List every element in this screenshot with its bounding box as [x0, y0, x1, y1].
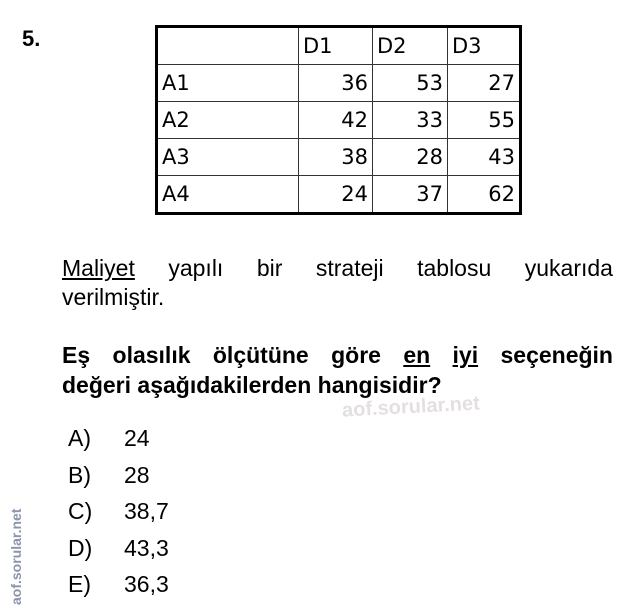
option-d[interactable]	[68, 530, 169, 567]
option-value: 36,3	[124, 571, 169, 597]
answer-options	[68, 420, 169, 603]
table-row	[157, 176, 521, 214]
table-cell: 43	[448, 139, 521, 176]
option-e[interactable]	[68, 566, 169, 603]
table-cell: 33	[373, 102, 448, 139]
question-stem	[62, 254, 613, 312]
option-letter: E)	[68, 571, 91, 597]
underlined-word-en: en	[403, 342, 431, 368]
watermark-center: aof.sorular.net	[341, 392, 481, 422]
prompt-word: seçeneğin	[500, 342, 613, 368]
prompt-word: göre	[331, 342, 381, 368]
underlined-word-maliyet: Maliyet	[62, 255, 135, 281]
row-header-a3: A3	[157, 139, 299, 176]
watermark-side: aof.sorular.net	[8, 508, 24, 605]
option-letter: C)	[68, 498, 93, 524]
column-header-d2: D2	[373, 27, 448, 65]
option-b[interactable]	[68, 457, 169, 494]
prompt-line-1	[62, 340, 613, 370]
option-value: 28	[124, 461, 150, 488]
table-corner-cell	[157, 27, 299, 65]
table-cell: 53	[373, 65, 448, 102]
table-header-row	[157, 27, 521, 65]
stem-line-2: verilmiştir.	[62, 284, 165, 310]
question-prompt	[62, 340, 613, 400]
column-header-d1: D1	[299, 27, 373, 65]
table-cell: 28	[373, 139, 448, 176]
row-header-a1: A1	[157, 65, 299, 102]
table-cell: 55	[448, 102, 521, 139]
table-row	[157, 65, 521, 102]
table-cell: 24	[299, 176, 373, 214]
option-value: 43,3	[124, 534, 169, 561]
option-c[interactable]	[68, 493, 169, 530]
stem-word: bir	[256, 255, 283, 281]
column-header-d3: D3	[448, 27, 521, 65]
row-header-a2: A2	[157, 102, 299, 139]
cost-table	[155, 25, 522, 215]
stem-word: strateji	[315, 255, 384, 281]
option-letter: D)	[68, 534, 93, 561]
table-cell: 62	[448, 176, 521, 214]
option-value: 24	[124, 425, 150, 451]
prompt-word: olasılık	[112, 342, 191, 368]
table-cell: 36	[299, 65, 373, 102]
table-row	[157, 102, 521, 139]
row-header-a4: A4	[157, 176, 299, 214]
table-cell: 27	[448, 65, 521, 102]
stem-word: yapılı	[168, 255, 224, 281]
table-cell: 37	[373, 176, 448, 214]
option-letter: B)	[68, 461, 91, 488]
option-a[interactable]	[68, 420, 169, 457]
option-letter: A)	[68, 425, 91, 451]
prompt-line-2: değeri aşağıdakilerden hangisidir?	[62, 372, 442, 398]
question-number: 5.	[22, 26, 41, 51]
table-row	[157, 139, 521, 176]
prompt-word: Eş	[62, 342, 91, 368]
table-cell: 38	[299, 139, 373, 176]
underlined-word-iyi: iyi	[452, 342, 479, 368]
stem-word: tablosu	[417, 255, 492, 281]
option-value: 38,7	[124, 498, 169, 524]
stem-line-1	[62, 254, 613, 283]
prompt-word: ölçütüne	[212, 342, 309, 368]
table-cell: 42	[299, 102, 373, 139]
stem-word: yukarıda	[524, 255, 613, 281]
